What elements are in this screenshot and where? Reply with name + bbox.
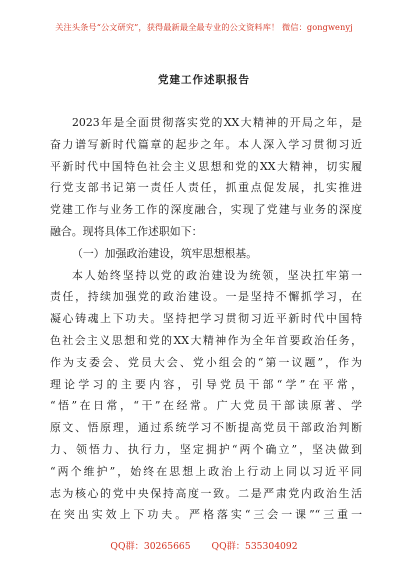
body-line: 原文、悟原理，通过系统学习不断提高党员干部政治判断 — [50, 421, 362, 435]
body-line: 责任，持续加强党的政治建设。一是坚持不懈抓学习，在 — [50, 290, 362, 304]
qq-group-1: QQ群：30265665 — [110, 541, 191, 552]
body-line: 作为支委会、党员大会、党小组会的“第一议题”，作为 — [50, 355, 362, 369]
body-line: 2023年是全面贯彻落实党的XX大精神的开局之年，是 — [72, 116, 362, 129]
document-body — [50, 112, 362, 526]
body-line: 理论学习的主要内容，引导党员干部“学”在平常， — [50, 377, 362, 391]
contact-footer — [0, 538, 408, 552]
body-line: 色社会主义思想和党的XX大精神作为全年首要政治任务， — [50, 333, 362, 347]
body-line: 奋力谱写新时代篇章的起步之年。本人深入学习贯彻习近 — [50, 137, 362, 151]
body-line: 平新时代中国特色社会主义思想和党的XX大精神，切实履 — [50, 159, 362, 173]
body-line: “两个维护”，始终在思想上政治上行动上同以习近平同 — [50, 464, 362, 478]
body-line: 志为核心的党中央保持高度一致。二是严肃党内政治生活 — [50, 486, 362, 500]
body-line: （一）加强政治建设，筑牢思想根基。 — [72, 246, 258, 260]
body-line: “悟”在日常，“干”在经常。广大党员干部读原著、学 — [50, 399, 362, 413]
body-line: 党建工作与业务工作的深度融合，实现了党建与业务的深度 — [50, 203, 362, 217]
body-line: 凝心铸魂上下功夫。坚持把学习贯彻习近平新时代中国特 — [50, 312, 362, 326]
document-title: 党建工作述职报告 — [158, 74, 250, 86]
body-line: 行党支部书记第一责任人责任，抓重点促发展，扎实推进 — [50, 181, 362, 195]
body-line: 在突出实效上下功夫。严格落实“三会一课”“三重一 — [50, 508, 362, 522]
body-line: 本人始终坚持以党的政治建设为统领，坚决扛牢第一 — [72, 268, 362, 282]
qq-group-2: QQ群：535304092 — [211, 541, 298, 552]
promo-header: 关注头条号“公文研究”，获得最新最全最专业的公文资料库！ 微信：gongwenyj — [55, 22, 353, 32]
body-line: 融合。现将具体工作述职如下： — [50, 224, 203, 238]
body-line: 力、领悟力、执行力，坚定拥护“两个确立”，坚决做到 — [50, 442, 362, 456]
